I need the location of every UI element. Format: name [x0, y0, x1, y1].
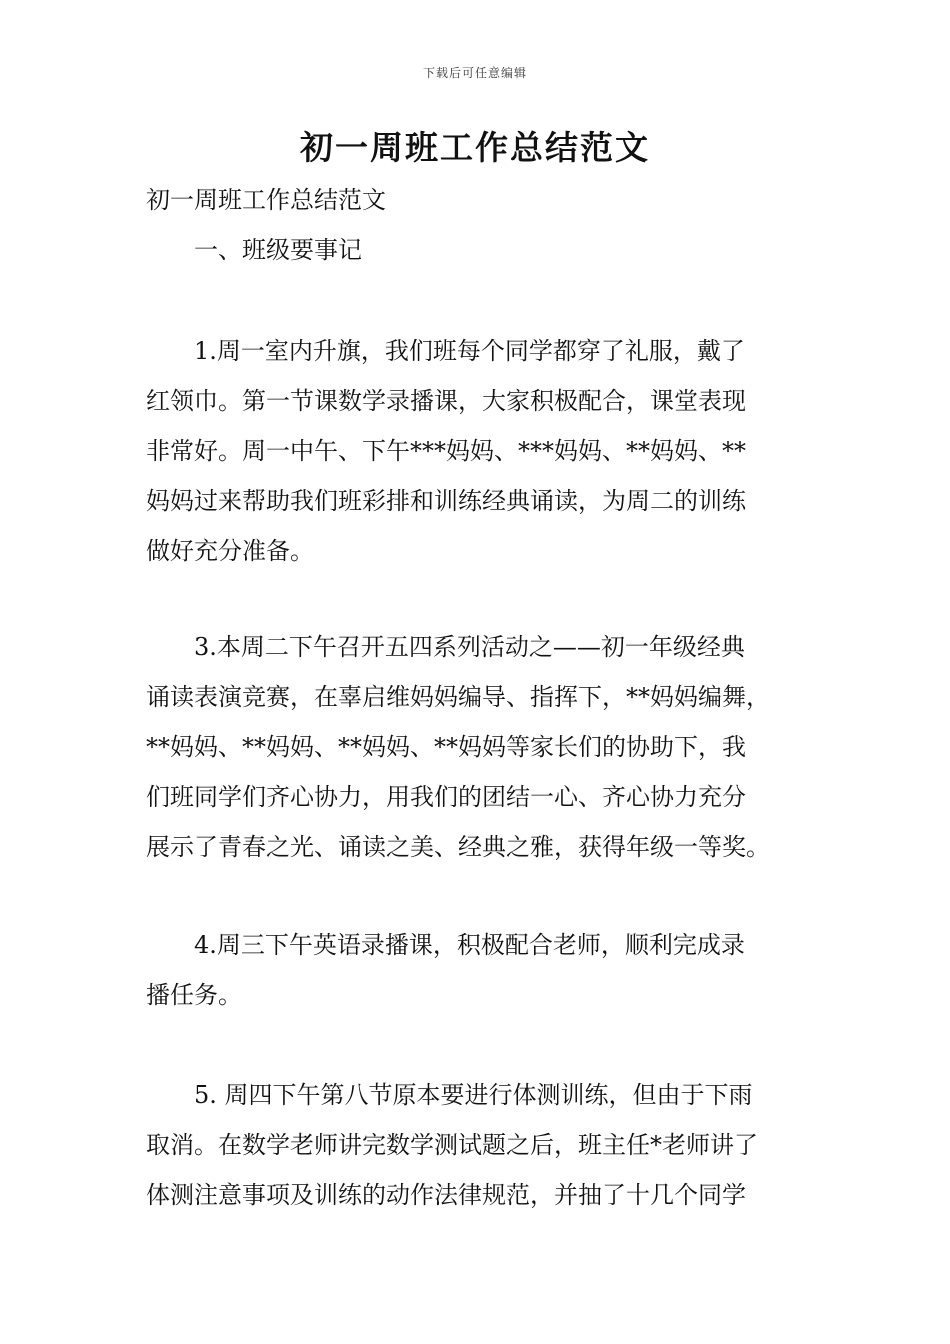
- paragraph-item-4: [146, 920, 826, 1020]
- paragraph-line: 诵读表演竞赛，在辜启维妈妈编导、指挥下，**妈妈编舞，: [146, 683, 770, 711]
- paragraph-item-3: [146, 622, 826, 872]
- section-heading: 一、班级要事记: [194, 236, 362, 264]
- paragraph-line: 1.周一室内升旗，我们班每个同学都穿了礼服，戴了: [194, 337, 745, 365]
- paragraph-line: 4.周三下午英语录播课，积极配合老师，顺利完成录: [194, 931, 745, 959]
- paragraph-line: 展示了青春之光、诵读之美、经典之雅，获得年级一等奖。: [146, 833, 770, 861]
- document-subtitle: 初一周班工作总结范文: [146, 186, 386, 214]
- paragraph-line: 非常好。周一中午、下午***妈妈、***妈妈、**妈妈、**: [146, 437, 746, 465]
- document-title: 初一周班工作总结范文: [300, 128, 650, 167]
- paragraph-line: 妈妈过来帮助我们班彩排和训练经典诵读，为周二的训练: [146, 487, 746, 515]
- paragraph-line: 做好充分准备。: [146, 537, 314, 565]
- paragraph-line: 播任务。: [146, 981, 242, 1009]
- paragraph-line: 红领巾。第一节课数学录播课，大家积极配合，课堂表现: [146, 387, 746, 415]
- paragraph-line: 5. 周四下午第八节原本要进行体测训练，但由于下雨: [194, 1081, 753, 1109]
- paragraph-line: **妈妈、**妈妈、**妈妈、**妈妈等家长们的协助下，我: [146, 733, 746, 761]
- paragraph-line: 们班同学们齐心协力，用我们的团结一心、齐心协力充分: [146, 783, 746, 811]
- paragraph-line: 取消。在数学老师讲完数学测试题之后，班主任*老师讲了: [146, 1131, 758, 1159]
- header-note: 下载后可任意编辑: [422, 66, 527, 80]
- paragraph-line: 体测注意事项及训练的动作法律规范，并抽了十几个同学: [146, 1181, 746, 1209]
- paragraph-item-1: [146, 326, 826, 576]
- paragraph-line: 3.本周二下午召开五四系列活动之——初一年级经典: [194, 633, 745, 661]
- paragraph-item-5: [146, 1070, 826, 1220]
